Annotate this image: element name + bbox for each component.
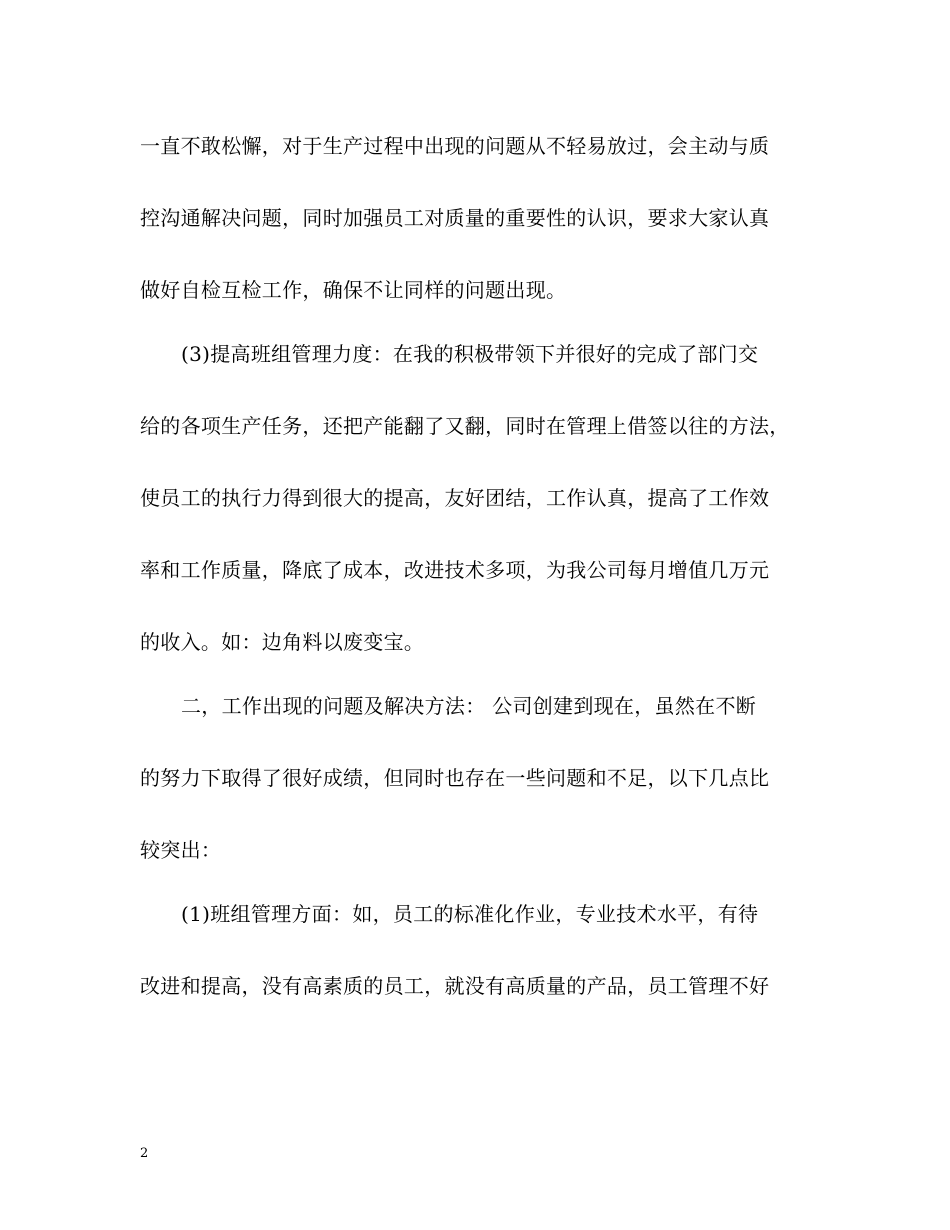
text-line-7: 率和工作质量，降底了成本，改进技术多项，为我公司每月增值几万元 xyxy=(140,558,770,582)
text-line-13: 改进和提高，没有高素质的员工，就没有高质量的产品，员工管理不好 xyxy=(140,974,770,998)
text-line-4: (3)提高班组管理力度：在我的积极带领下并很好的完成了部门交 xyxy=(181,342,759,366)
text-line-12: (1)班组管理方面：如，员工的标准化作业，专业技术水平，有待 xyxy=(181,902,759,926)
text-line-2: 控沟通解决问题，同时加强员工对质量的重要性的认识，要求大家认真 xyxy=(140,206,770,230)
text-line-10: 的努力下取得了很好成绩，但同时也存在一些问题和不足，以下几点比 xyxy=(140,766,770,790)
page-number: 2 xyxy=(140,1146,149,1161)
text-line-6: 使员工的执行力得到很大的提高，友好团结，工作认真，提高了工作效 xyxy=(140,486,770,510)
text-line-1: 一直不敢松懈，对于生产过程中出现的问题从不轻易放过，会主动与质 xyxy=(140,134,770,158)
text-line-9: 二，工作出现的问题及解决方法： 公司创建到现在，虽然在不断 xyxy=(181,694,757,718)
text-line-8: 的收入。如：边角料以废变宝。 xyxy=(140,630,425,654)
text-line-3: 做好自检互检工作，确保不让同样的问题出现。 xyxy=(140,278,567,302)
text-line-11: 较突出： xyxy=(140,838,222,862)
text-line-5: 给的各项生产任务，还把产能翻了又翻，同时在管理上借签以往的方法， xyxy=(140,414,790,438)
